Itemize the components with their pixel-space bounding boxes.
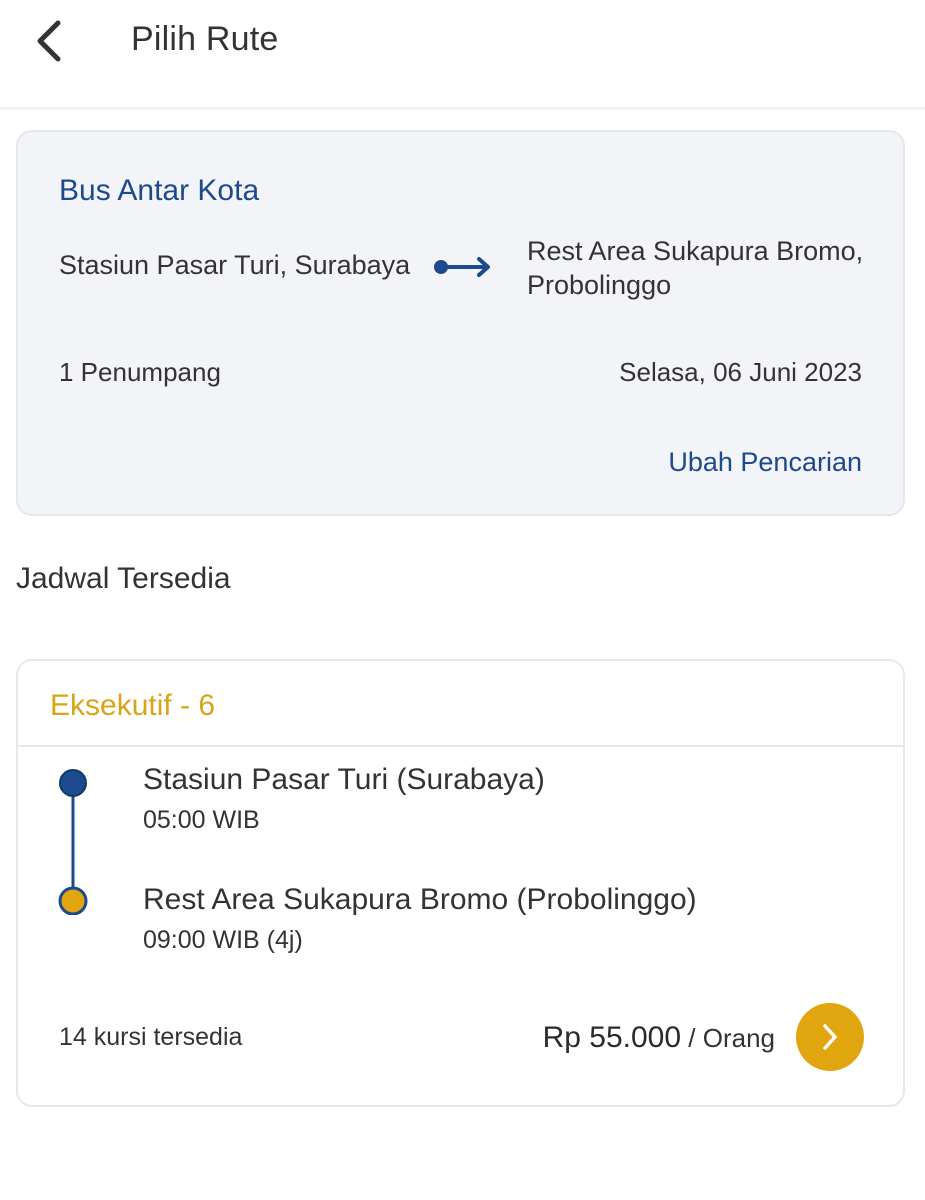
departure-stop: Stasiun Pasar Turi (Surabaya) xyxy=(143,763,545,796)
arrival-dot xyxy=(60,888,86,914)
chevron-right-icon[interactable] xyxy=(819,1022,841,1052)
schedule-card[interactable] xyxy=(16,659,905,1107)
passenger-count: 1 Penumpang xyxy=(59,357,221,387)
schedules-heading: Jadwal Tersedia xyxy=(16,562,231,595)
price-amount: Rp 55.000 xyxy=(542,1021,682,1054)
service-type: Bus Antar Kota xyxy=(59,174,260,207)
travel-date: Selasa, 06 Juni 2023 xyxy=(619,357,862,387)
select-schedule-button[interactable] xyxy=(796,1003,864,1071)
arrow-right-icon xyxy=(431,254,493,280)
bus-class-label: Eksekutif - 6 xyxy=(50,689,216,722)
price xyxy=(543,1021,775,1055)
arrival-stop: Rest Area Sukapura Bromo (Probolinggo) xyxy=(143,883,697,916)
page-title: Pilih Rute xyxy=(131,20,279,58)
divider xyxy=(18,745,903,747)
arrival-time: 09:00 WIB (4j) xyxy=(143,926,303,954)
destination-label: Rest Area Sukapura Bromo, Probolinggo xyxy=(527,236,864,300)
back-button[interactable] xyxy=(24,14,74,68)
departure-dot xyxy=(60,770,86,796)
price-unit: / Orang xyxy=(681,1023,775,1053)
seats-available: 14 kursi tersedia xyxy=(59,1023,243,1051)
app-header xyxy=(0,0,925,110)
chevron-left-icon[interactable] xyxy=(34,19,64,63)
change-search-link[interactable]: Ubah Pencarian xyxy=(668,447,862,477)
search-summary-card xyxy=(16,130,905,516)
origin-label: Stasiun Pasar Turi, Surabaya xyxy=(59,250,411,280)
departure-time: 05:00 WIB xyxy=(143,806,260,834)
route-timeline xyxy=(54,765,94,915)
